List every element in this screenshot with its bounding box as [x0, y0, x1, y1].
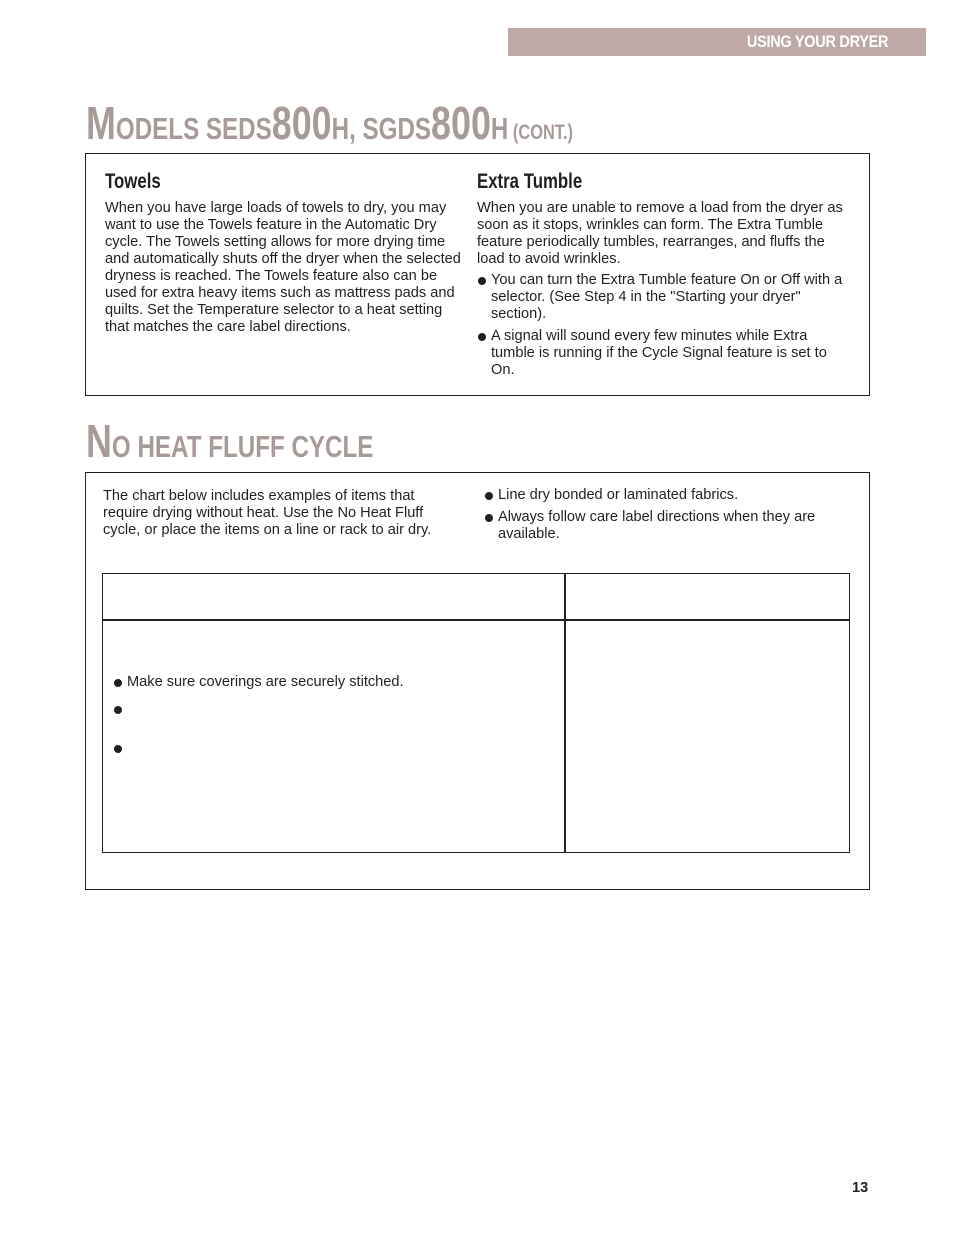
- section-label: USING YOUR DRYER: [746, 32, 888, 51]
- extra-tumble-body: When you are unable to remove a load from the dryer as soon as it stops, wrinkles can form. The Extra Tumble feature periodically tumbles, rearranges, and fluffs the load to avoid wrinkles.: [477, 200, 843, 267]
- no-heat-fluff-title: NO HEAT FLUFF CYCLE: [86, 415, 374, 467]
- towels-heading: Towels: [105, 170, 161, 193]
- extra-tumble-heading: Extra Tumble: [477, 170, 583, 193]
- page-number: 13: [852, 1180, 869, 1196]
- table-header-divider: [103, 619, 849, 621]
- extra-tumble-column: [477, 170, 847, 384]
- list-item: [113, 740, 553, 757]
- list-item: You can turn the Extra Tumble feature On or Off with a selector. (See Step 4 in the "Starting your dryer" section).: [477, 272, 847, 323]
- list-item: Always follow care label directions when they are available.: [484, 509, 854, 543]
- no-heat-bullets-column: [484, 487, 854, 548]
- towels-body: When you have large loads of towels to dry, you may want to use the Towels feature in the Automatic Dry cycle. The Towels setting allows for more drying time and automatically shuts off the dryer when the selected dryness is reached. The Towels feature also can be used for extra heavy items such as mattress pads and quilts. Set the Temperature selector to a heat setting that matches the care label directions.: [105, 200, 461, 335]
- no-heat-items-table: [102, 573, 850, 853]
- no-heat-intro-text: The chart below includes examples of items that require drying without heat. Use the No Heat Fluff cycle, or place the items on a line or rack to air dry.: [103, 488, 432, 538]
- models-title: MODELS SEDS800H, SGDS800H (CONT.): [86, 97, 573, 149]
- no-heat-box: [85, 472, 870, 890]
- table-bullets: [113, 674, 553, 762]
- list-item: Make sure coverings are securely stitched.: [113, 674, 553, 691]
- list-item: [113, 701, 553, 718]
- features-box: [85, 153, 870, 396]
- table-column-divider: [564, 574, 566, 852]
- towels-column: [105, 170, 465, 336]
- extra-tumble-bullets: [477, 272, 847, 379]
- list-item: A signal will sound every few minutes while Extra tumble is running if the Cycle Signal feature is set to On.: [477, 328, 847, 379]
- section-header-bar: [508, 28, 926, 56]
- no-heat-bullets: [484, 487, 854, 543]
- list-item: Line dry bonded or laminated fabrics.: [484, 487, 854, 504]
- no-heat-intro: [103, 488, 463, 539]
